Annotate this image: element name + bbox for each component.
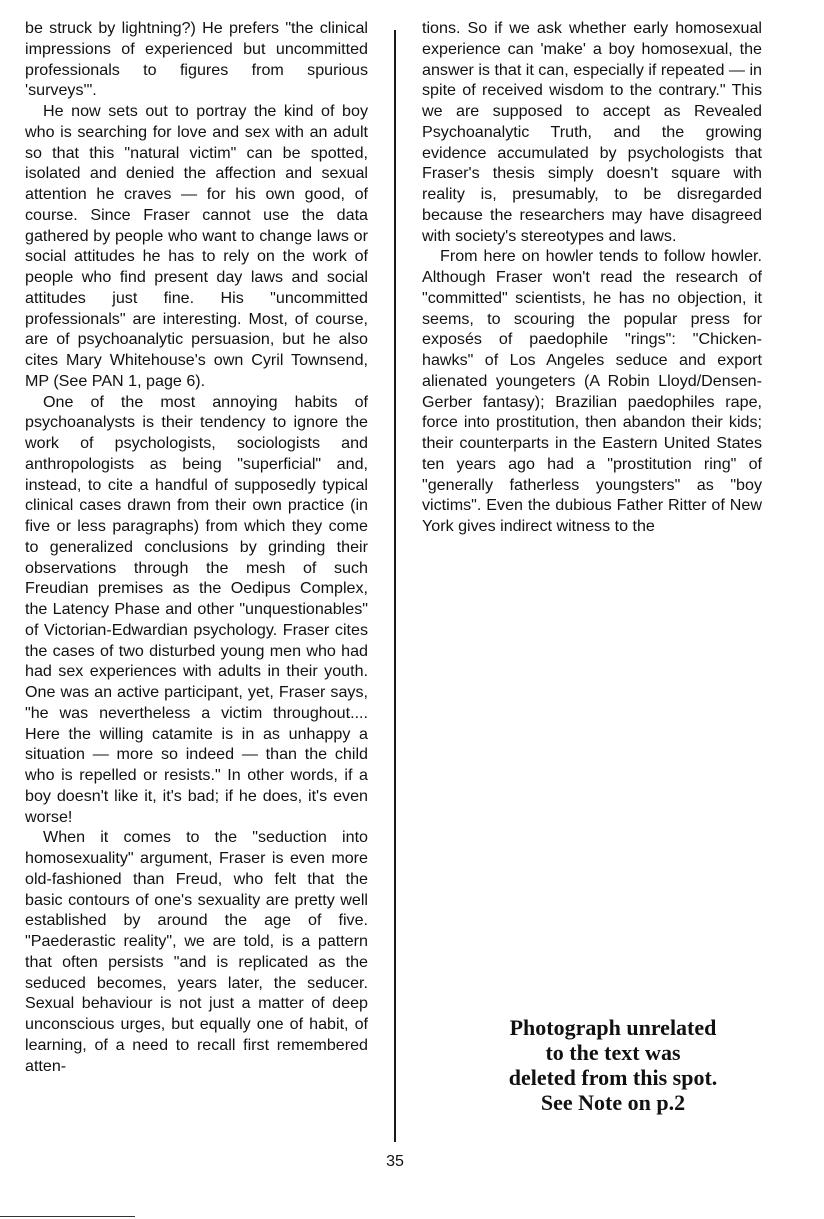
bottom-rule [0,1216,135,1217]
column-divider [394,30,396,1142]
right-text-column [422,18,762,537]
note-line: Photograph unrelated [509,1015,717,1040]
note-line: to the text was [545,1040,681,1065]
page-number: 35 [386,1153,404,1170]
body-paragraph: One of the most annoying habits of psychoanalysts is their tendency to ignore the work of psychologists, sociologists and anthropologists as being "superficial" and, instead, to cite a handful of supposedly typical clinical cases drawn from their own practice (in five or less paragraphs) from which they come to generalized conclusions by grinding their observations through the mesh of such Freudian premises as the Oedipus Complex, the Latency Phase and other "unquestionables" of Victorian-Edwardian psychology. Fraser cites the cases of two disturbed young men who had had sex experiences with adults in their youth. One was an active participant, yet, Fraser says, "he was nevertheless a victim throughout.... Here the willing catamite is in as unhappy a situation — more so indeed — than the child who is repelled or resists." In other words, if a boy doesn't like it, it's bad; if he does, it's even worse! [25,392,368,826]
deleted-photo-note [468,1015,758,1115]
body-paragraph: tions. So if we ask whether early homosexual experience can 'make' a boy homosexual, the answer is that it can, especially if repeated — in spite of received wisdom to the contrary." This we are supposed to accept as Revealed Psychoanalytic Truth, and the growing evidence accumulated by psychologists that Fraser's thesis simply doesn't square with reality is, presumably, to be disregarded because the researchers may have disagreed with society's stereotypes and laws. [422,19,762,245]
left-text-column [25,18,368,1076]
body-paragraph: He now sets out to portray the kind of boy who is searching for love and sex with an adult so that this "natural victim" can be spotted, isolated and denied the affection and sexual attention he craves — for his own good, of course. Since Fraser cannot use the data gathered by people who want to change laws or social attitudes he has to rely on the work of people who find present day laws and social attitudes just fine. His "uncommitted professionals" are interesting. Most, of course, are of psychoanalytic persuasion, but he also cites Mary Whitehouse's own Cyril Townsend, MP (See PAN 1, page 6). [25,102,368,390]
body-paragraph: From here on howler tends to follow howler. Although Fraser won't read the research of "committed" scientists, he has no objection, it seems, to scouring the popular press for exposés of paedophile "rings": "Chicken-hawks" of Los Angeles seduce and export alienated youngeters (A Robin Lloyd/Densen-Gerber fantasy); Brazilian paedophiles rape, force into prostitution, then abandon their kids; their counterparts in the Eastern United States ten years ago had a "prostitution ring" of "generally fatherless youngsters" as "boy victims". Even the dubious Father Ritter of New York gives indirect witness to the [422,247,762,535]
body-paragraph: When it comes to the "seduction into homosexuality" argument, Fraser is even more old-fashioned than Freud, who felt that the basic contours of one's sexuality are pretty well established by around the age of five. "Paederastic reality", we are told, is a pattern that often persists "and is replicated as the seduced becomes, years later, the seducer. Sexual behaviour is not just a matter of deep unconscious urges, but equally one of habit, of learning, of a need to recall first remembered atten- [25,828,368,1075]
body-paragraph: be struck by lightning?) He prefers "the clinical impressions of experienced but uncommitted professionals to figures from spurious 'surveys'". [25,19,368,100]
note-line: See Note on p.2 [540,1090,686,1115]
note-line: deleted from this spot. [508,1065,718,1090]
